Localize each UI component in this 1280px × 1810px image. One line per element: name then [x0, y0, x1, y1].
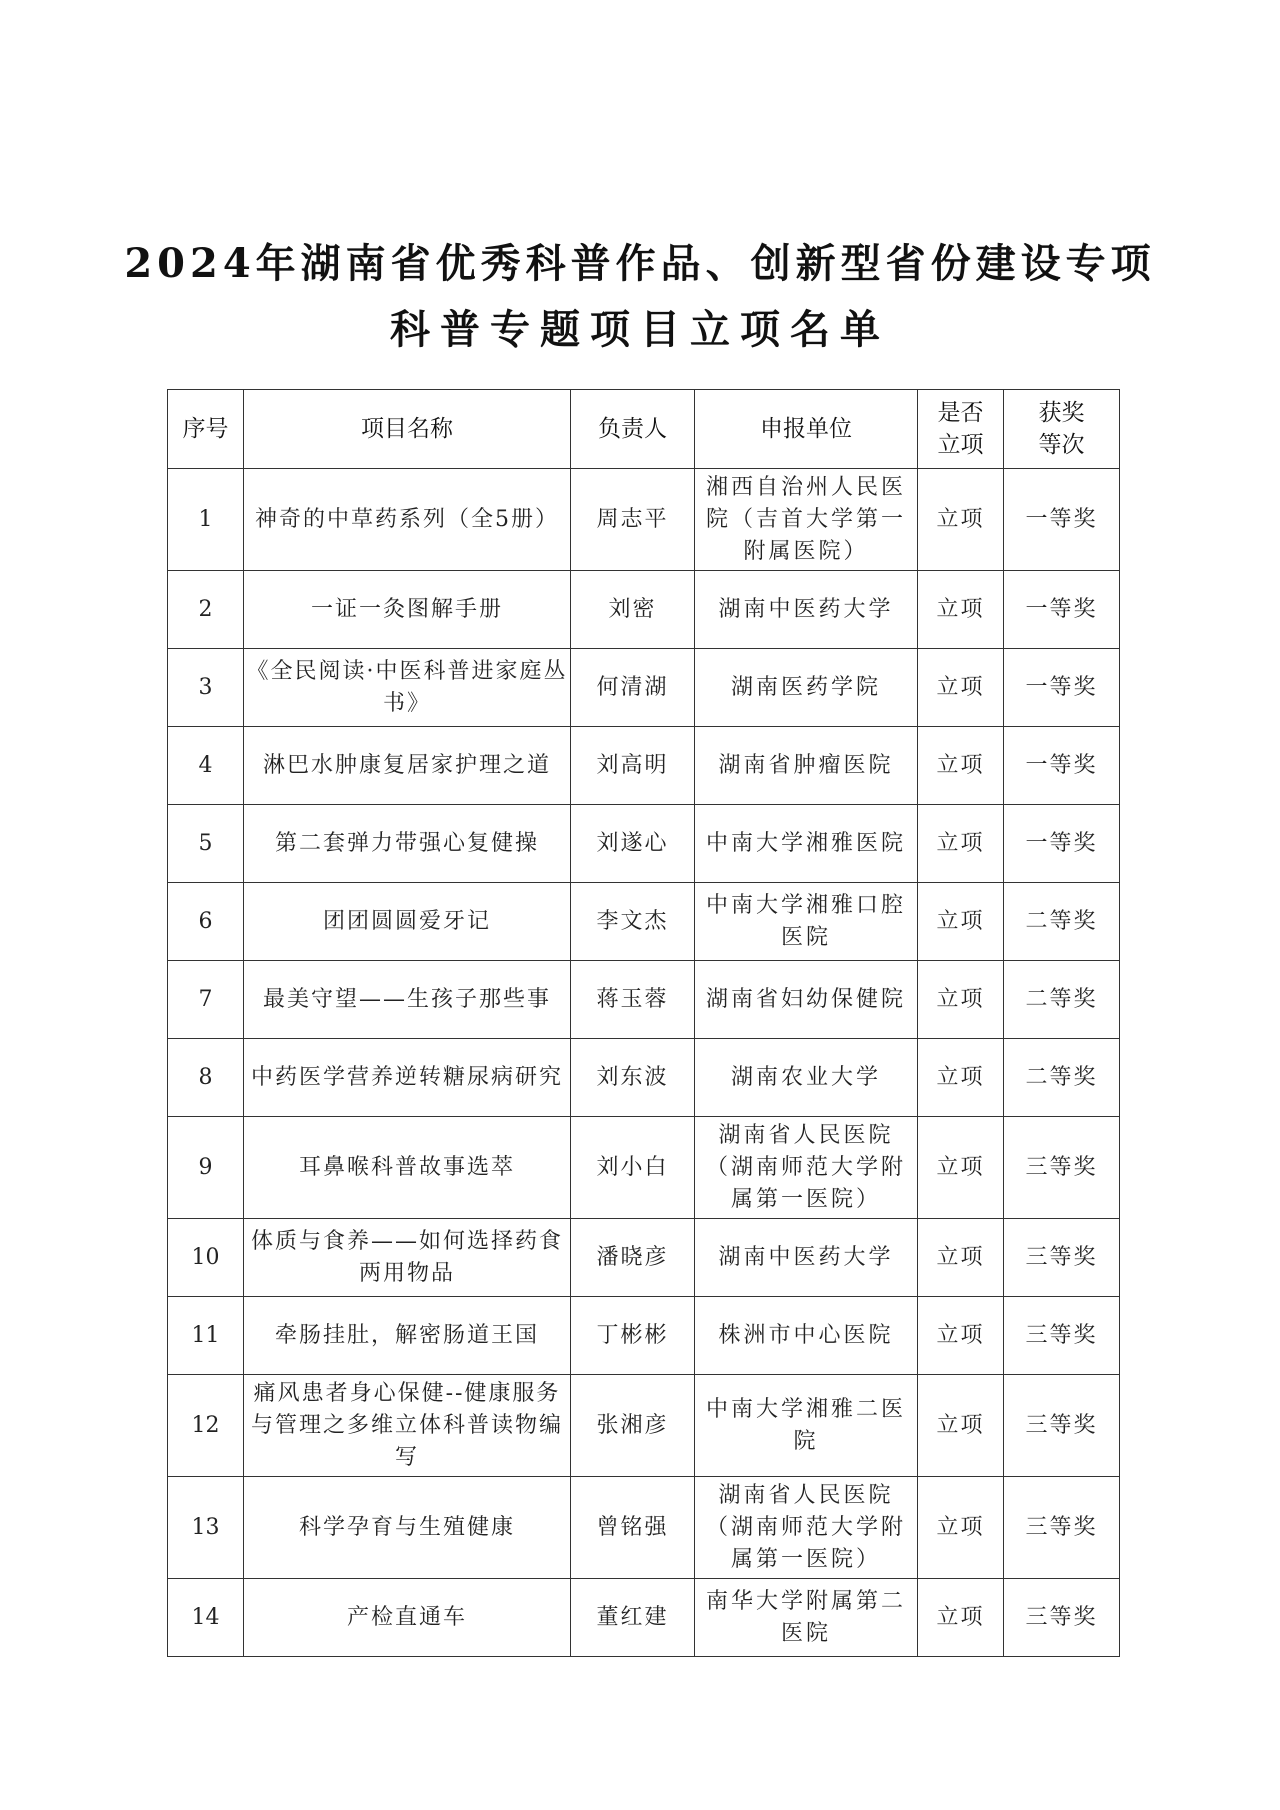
- cell-unit: 湖南省肿瘤医院: [695, 727, 918, 805]
- table-row: [168, 883, 1120, 961]
- cell-unit: 湖南医药学院: [695, 649, 918, 727]
- cell-unit: 湖南省妇幼保健院: [695, 961, 918, 1039]
- cell-leader: 刘遂心: [571, 805, 695, 883]
- table-row: [168, 1117, 1120, 1219]
- cell-award: 三等奖: [1004, 1375, 1120, 1477]
- table-row: [168, 1039, 1120, 1117]
- cell-status: 立项: [918, 571, 1004, 649]
- cell-award: 一等奖: [1004, 649, 1120, 727]
- cell-leader: 丁彬彬: [571, 1297, 695, 1375]
- header-index: 序号: [168, 390, 244, 469]
- cell-unit: 湖南省人民医院（湖南师范大学附属第一医院）: [695, 1477, 918, 1579]
- cell-index: 5: [168, 805, 244, 883]
- cell-leader: 刘小白: [571, 1117, 695, 1219]
- cell-unit: 湖南中医药大学: [695, 1219, 918, 1297]
- cell-status: 立项: [918, 1579, 1004, 1657]
- cell-index: 7: [168, 961, 244, 1039]
- cell-status: 立项: [918, 649, 1004, 727]
- header-unit: 申报单位: [695, 390, 918, 469]
- cell-unit: 中南大学湘雅口腔医院: [695, 883, 918, 961]
- cell-index: 12: [168, 1375, 244, 1477]
- cell-project-name: 体质与食养——如何选择药食两用物品: [244, 1219, 571, 1297]
- cell-status: 立项: [918, 1297, 1004, 1375]
- cell-index: 9: [168, 1117, 244, 1219]
- cell-unit: 中南大学湘雅二医院: [695, 1375, 918, 1477]
- cell-award: 一等奖: [1004, 571, 1120, 649]
- cell-status: 立项: [918, 1375, 1004, 1477]
- document-title-line-1: 2024年湖南省优秀科普作品、创新型省份建设专项: [124, 240, 1156, 287]
- header-status-line-2: 立项: [937, 432, 984, 458]
- table-row: [168, 1477, 1120, 1579]
- table-row: [168, 805, 1120, 883]
- cell-project-name: 《全民阅读·中医科普进家庭丛书》: [244, 649, 571, 727]
- cell-index: 13: [168, 1477, 244, 1579]
- cell-project-name: 科学孕育与生殖健康: [244, 1477, 571, 1579]
- header-award: [1004, 390, 1120, 469]
- project-table: [167, 389, 1120, 1657]
- cell-project-name: 耳鼻喉科普故事选萃: [244, 1117, 571, 1219]
- cell-project-name: 最美守望——生孩子那些事: [244, 961, 571, 1039]
- cell-index: 11: [168, 1297, 244, 1375]
- cell-leader: 曾铭强: [571, 1477, 695, 1579]
- cell-index: 1: [168, 469, 244, 571]
- table-row: [168, 571, 1120, 649]
- table-row: [168, 649, 1120, 727]
- cell-award: 一等奖: [1004, 469, 1120, 571]
- table-row: [168, 469, 1120, 571]
- cell-award: 一等奖: [1004, 805, 1120, 883]
- cell-unit: 南华大学附属第二医院: [695, 1579, 918, 1657]
- cell-unit: 湖南省人民医院（湖南师范大学附属第一医院）: [695, 1117, 918, 1219]
- cell-award: 三等奖: [1004, 1219, 1120, 1297]
- header-award-line-2: 等次: [1038, 432, 1085, 458]
- cell-leader: 李文杰: [571, 883, 695, 961]
- cell-award: 三等奖: [1004, 1477, 1120, 1579]
- cell-award: 三等奖: [1004, 1297, 1120, 1375]
- table-row: [168, 727, 1120, 805]
- table-row: [168, 1219, 1120, 1297]
- table-header-row: [168, 390, 1120, 469]
- cell-leader: 何清湖: [571, 649, 695, 727]
- cell-project-name: 神奇的中草药系列（全5册）: [244, 469, 571, 571]
- cell-status: 立项: [918, 1477, 1004, 1579]
- cell-status: 立项: [918, 1219, 1004, 1297]
- cell-status: 立项: [918, 1039, 1004, 1117]
- cell-leader: 刘东波: [571, 1039, 695, 1117]
- header-award-line-1: 获奖: [1038, 400, 1085, 426]
- table-row: [168, 1375, 1120, 1477]
- cell-status: 立项: [918, 961, 1004, 1039]
- cell-award: 二等奖: [1004, 961, 1120, 1039]
- cell-award: 三等奖: [1004, 1117, 1120, 1219]
- cell-unit: 中南大学湘雅医院: [695, 805, 918, 883]
- cell-unit: 湖南农业大学: [695, 1039, 918, 1117]
- cell-leader: 刘高明: [571, 727, 695, 805]
- table-row: [168, 961, 1120, 1039]
- cell-unit: 湘西自治州人民医院（吉首大学第一附属医院）: [695, 469, 918, 571]
- cell-project-name: 产检直通车: [244, 1579, 571, 1657]
- cell-award: 一等奖: [1004, 727, 1120, 805]
- cell-status: 立项: [918, 805, 1004, 883]
- cell-unit: 湖南中医药大学: [695, 571, 918, 649]
- document-title-line-2: 科普专题项目立项名单: [390, 306, 890, 353]
- header-project-name: 项目名称: [244, 390, 571, 469]
- cell-status: 立项: [918, 469, 1004, 571]
- cell-status: 立项: [918, 727, 1004, 805]
- cell-award: 三等奖: [1004, 1579, 1120, 1657]
- header-leader: 负责人: [571, 390, 695, 469]
- cell-index: 10: [168, 1219, 244, 1297]
- cell-index: 14: [168, 1579, 244, 1657]
- cell-leader: 周志平: [571, 469, 695, 571]
- cell-status: 立项: [918, 1117, 1004, 1219]
- cell-project-name: 第二套弹力带强心复健操: [244, 805, 571, 883]
- cell-leader: 刘密: [571, 571, 695, 649]
- cell-index: 4: [168, 727, 244, 805]
- cell-index: 6: [168, 883, 244, 961]
- cell-project-name: 中药医学营养逆转糖尿病研究: [244, 1039, 571, 1117]
- header-status-line-1: 是否: [937, 400, 984, 426]
- cell-project-name: 团团圆圆爱牙记: [244, 883, 571, 961]
- cell-award: 二等奖: [1004, 883, 1120, 961]
- cell-award: 二等奖: [1004, 1039, 1120, 1117]
- cell-unit: 株洲市中心医院: [695, 1297, 918, 1375]
- cell-leader: 潘晓彦: [571, 1219, 695, 1297]
- cell-index: 2: [168, 571, 244, 649]
- cell-status: 立项: [918, 883, 1004, 961]
- cell-project-name: 淋巴水肿康复居家护理之道: [244, 727, 571, 805]
- cell-project-name: 牵肠挂肚，解密肠道王国: [244, 1297, 571, 1375]
- cell-leader: 蒋玉蓉: [571, 961, 695, 1039]
- cell-project-name: 一证一灸图解手册: [244, 571, 571, 649]
- cell-index: 3: [168, 649, 244, 727]
- table-row: [168, 1579, 1120, 1657]
- cell-leader: 董红建: [571, 1579, 695, 1657]
- header-status: [918, 390, 1004, 469]
- table-row: [168, 1297, 1120, 1375]
- cell-project-name: 痛风患者身心保健--健康服务与管理之多维立体科普读物编写: [244, 1375, 571, 1477]
- cell-leader: 张湘彦: [571, 1375, 695, 1477]
- cell-index: 8: [168, 1039, 244, 1117]
